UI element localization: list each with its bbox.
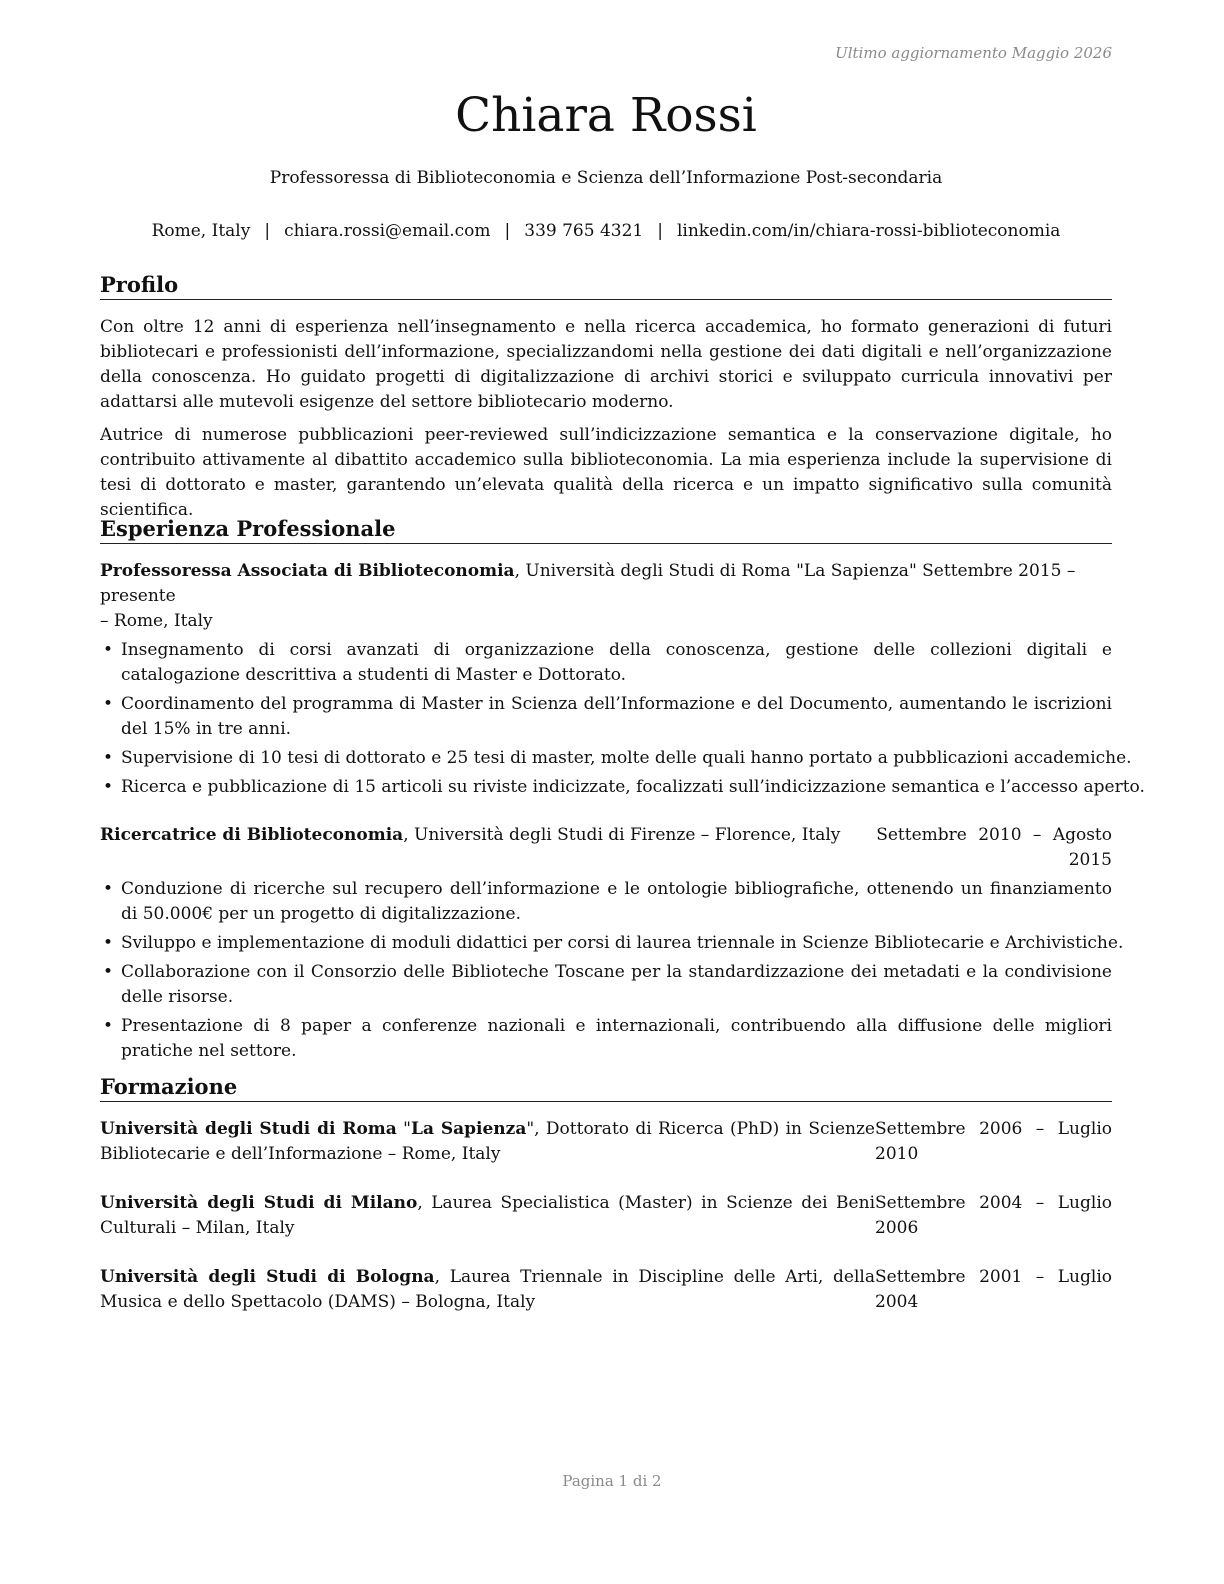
job-header (100, 559, 1112, 609)
education-entry (100, 1265, 1112, 1315)
contact-line (100, 219, 1112, 243)
list-item (100, 1014, 1112, 1064)
contact-email[interactable]: chiara.rossi@email.com (284, 221, 491, 241)
candidate-name: Chiara Rossi (455, 88, 757, 143)
education-description (100, 1117, 875, 1167)
education-school: La Sapienza (411, 1119, 527, 1139)
education-dates (875, 1117, 1112, 1167)
job-dates-line: 2015 (1068, 850, 1112, 870)
section-heading-experience: Esperienza Professionale (100, 515, 1112, 544)
list-item (100, 960, 1112, 1010)
candidate-title: Professoressa di Biblioteconomia e Scienza dell’Informazione Post-secondaria (269, 168, 943, 188)
education-description (100, 1265, 875, 1315)
bullet-text: Conduzione di ricerche sul recupero dell’informazione e le ontologie bibliografiche, ottenendo un finanziamento di 50.000€ per un progetto di digitalizzazione. (121, 879, 1112, 924)
job-entry (100, 823, 1124, 1064)
bullet-icon: • (103, 1016, 114, 1036)
list-item (100, 692, 1112, 742)
contact-linkedin[interactable]: linkedin.com/in/chiara-rossi-biblioteconomia (676, 221, 1061, 241)
bullet-icon: • (103, 962, 114, 982)
list-item (100, 746, 1132, 771)
education-degree: ", Dottorato di Ricerca (PhD) in Scienze Bibliotecarie e dell’Informazione – Rome, Italy (100, 1119, 875, 1164)
education-dates-line: Settembre 2006 – Luglio (875, 1119, 1112, 1139)
page-number: Pagina 1 di 2 (562, 1472, 662, 1490)
job-org: , Università degli Studi di Roma "La Sapienza" Settembre 2015 – presente (100, 561, 1076, 606)
bullet-text: Presentazione di 8 paper a conferenze nazionali e internazionali, contribuendo alla diffusione delle migliori pratiche nel settore. (121, 1016, 1112, 1061)
education-school: Università degli Studi di Roma (100, 1119, 397, 1139)
bullet-icon: • (103, 640, 114, 660)
bullet-text: Sviluppo e implementazione di moduli didattici per corsi di laurea triennale in Scienze Bibliotecarie e Archivistiche. (121, 933, 1124, 953)
resume-page (100, 0, 1145, 1584)
education-quote: " (396, 1119, 412, 1139)
list-item (100, 931, 1124, 956)
education-school: Università degli Studi di Milano (100, 1193, 418, 1213)
profile-paragraph: Con oltre 12 anni di esperienza nell’insegnamento e nella ricerca accademica, ho formato generazioni di futuri bibliotecari e professionisti dell’informazione, specializzandomi nella gestione dei dati digitali e nell’organizzazione della conoscenza. Ho guidato progetti di digitalizzazione di archivi storici e sviluppato curricula innovativi per adattarsi alle mutevoli esigenze del settore bibliotecario moderno. (100, 317, 1112, 412)
bullet-text: Coordinamento del programma di Master in Scienza dell’Informazione e del Documento, aumentando le iscrizioni del 15% in tre anni. (121, 694, 1112, 739)
list-item (100, 638, 1112, 688)
last-updated-note: Ultimo aggiornamento Maggio 2026 (835, 44, 1112, 62)
job-location-line (100, 609, 1112, 634)
list-item (100, 775, 1145, 800)
contact-separator: | (504, 221, 511, 241)
bullet-icon: • (103, 777, 114, 797)
job-dates (876, 823, 1112, 873)
education-dates-line: 2010 (875, 1144, 919, 1164)
bullet-icon: • (103, 933, 114, 953)
job-location: – Rome, Italy (100, 611, 213, 631)
job-role: Ricercatrice di Biblioteconomia (100, 825, 404, 845)
job-header (100, 823, 1112, 873)
job-title-line (100, 823, 876, 873)
job-title-line (100, 559, 1112, 609)
job-bullets (100, 877, 1124, 1064)
profile-section (100, 271, 1112, 523)
job-role: Professoressa Associata di Biblioteconomia (100, 561, 515, 581)
bullet-text: Insegnamento di corsi avanzati di organizzazione della conoscenza, gestione delle collezioni digitali e catalogazione descrittiva a studenti di Master e Dottorato. (121, 640, 1112, 685)
education-dates (875, 1191, 1112, 1241)
job-bullets (100, 638, 1145, 800)
section-heading-profile: Profilo (100, 271, 1112, 300)
contact-separator: | (264, 221, 271, 241)
bullet-text: Collaborazione con il Consorzio delle Biblioteche Toscane per la standardizzazione dei metadati e la condivisione delle risorse. (121, 962, 1112, 1007)
education-entry (100, 1191, 1112, 1241)
education-entry (100, 1117, 1112, 1167)
profile-paragraph: Autrice di numerose pubblicazioni peer-reviewed sull’indicizzazione semantica e la conservazione digitale, ho contribuito attivamente al dibattito accademico sulla biblioteconomia. La mia esperienza include la supervisione di tesi di dottorato e master, garantendo un’elevata qualità della ricerca e un impatto significativo sulla comunità scientifica. (100, 425, 1112, 520)
bullet-icon: • (103, 694, 114, 714)
list-item (100, 877, 1112, 927)
contact-phone[interactable]: 339 765 4321 (524, 221, 644, 241)
education-dates-line: 2004 (875, 1292, 919, 1312)
education-dates-line: 2006 (875, 1218, 919, 1238)
education-description (100, 1191, 875, 1241)
contact-separator: | (657, 221, 663, 241)
bullet-text: Supervisione di 10 tesi di dottorato e 25 tesi di master, molte delle quali hanno portato a pubblicazioni accademiche. (121, 748, 1132, 768)
education-dates (875, 1265, 1112, 1315)
bullet-icon: • (103, 748, 114, 768)
bullet-icon: • (103, 879, 114, 899)
job-dates-line: Settembre 2010 – Agosto (876, 825, 1112, 845)
bullet-text: Ricerca e pubblicazione di 15 articoli su riviste indicizzate, focalizzati sull’indicizzazione semantica e l’accesso aperto. (121, 777, 1145, 797)
education-dates-line: Settembre 2004 – Luglio (875, 1193, 1112, 1213)
education-degree: , Laurea Specialistica (Master) in Scienze dei Beni Culturali – Milan, Italy (100, 1193, 876, 1238)
job-org: , Università degli Studi di Firenze – Florence, Italy (403, 825, 841, 845)
education-dates-line: Settembre 2001 – Luglio (875, 1267, 1112, 1287)
experience-section (100, 515, 1145, 1064)
job-entry (100, 559, 1145, 800)
education-section (100, 1073, 1112, 1315)
education-school: Università degli Studi di Bologna (100, 1267, 435, 1287)
section-heading-education: Formazione (100, 1073, 1112, 1102)
contact-location: Rome, Italy (151, 221, 251, 241)
education-degree: , Laurea Triennale in Discipline delle Arti, della Musica e dello Spettacolo (DAMS) – Bologna, Italy (100, 1267, 875, 1312)
